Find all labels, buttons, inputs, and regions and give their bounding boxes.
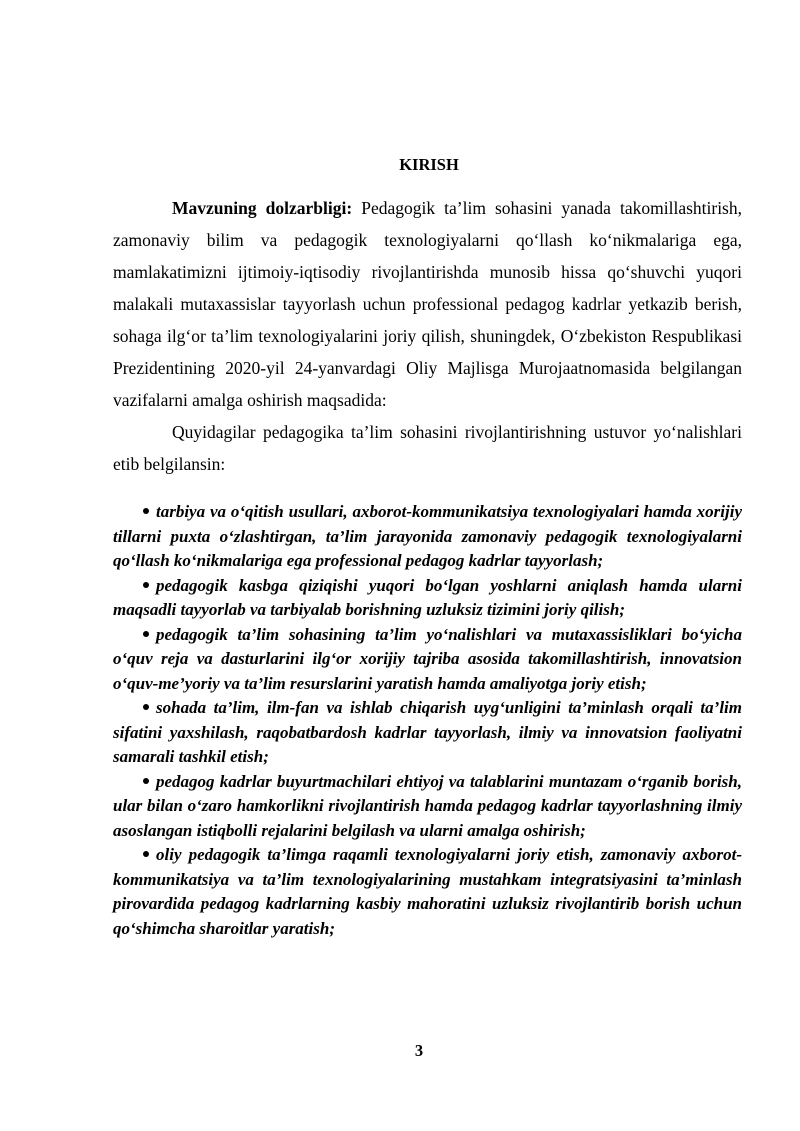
list-item-text: pedagogik kasbga qiziqishi yuqori bo‘lgan yoshlarni aniqlash hamda ularni maqsadli tayyorlab va tarbiyalab borishning uzluksiz tizimini joriy qilish; xyxy=(113,575,742,619)
intro-paragraph xyxy=(113,192,742,416)
list-item xyxy=(113,696,742,770)
bullet-icon xyxy=(143,508,149,514)
intro-text: Pedagogik ta’lim sohasini yanada takomillashtirish, zamonaviy bilim va pedagogik texnologiyalarni qo‘llash ko‘nikmalariga ega, mamlakatimizni ijtimoiy-iqtisodiy rivojlantirishda munosib hissa qo‘shuvchi yuqori malakali mutaxassislar tayyorlash uchun professional pedagog kadrlar yetkazib berish, sohaga ilg‘or ta’lim texnologiyalarini joriy qilish, shuningdek, O‘zbekiston Respublikasi Prezidentining 2020-yil 24-yanvardagi Oliy Majlisga Murojaatnomasida belgilangan vazifalarni amalga oshirish maqsadida: xyxy=(113,198,742,410)
bullet-icon xyxy=(143,631,149,637)
bullet-icon xyxy=(143,582,149,588)
intro-lead-bold: Mavzuning dolzarbligi: xyxy=(172,198,353,218)
list-item xyxy=(113,574,742,623)
bullet-icon xyxy=(143,778,149,784)
list-item-text: tarbiya va o‘qitish usullari, axborot-kommunikatsiya texnologiyalari hamda xorijiy tillarni puxta o‘zlashtirgan, ta’lim jarayonida zamonaviy pedagogik texnologiyalarni qo‘llash ko‘nikmalariga ega professional pedagog kadrlar tayyorlash; xyxy=(113,502,742,570)
bullet-icon xyxy=(143,851,149,857)
list-item xyxy=(113,843,742,941)
list-item-text: pedagogik ta’lim sohasining ta’lim yo‘nalishlari va mutaxassisliklari bo‘yicha o‘quv reja va dasturlarini ilg‘or xorijiy tajriba asosida takomillashtirish, innovatsion o‘quv-me’yoriy va ta’lim resurslarini yaratish hamda amaliyotga joriy etish; xyxy=(113,624,742,693)
second-paragraph: Quyidagilar pedagogika ta’lim sohasini rivojlantirishning ustuvor yo‘nalishlari etib belgilansin: xyxy=(113,422,742,474)
priority-list xyxy=(113,500,742,941)
list-item-text: oliy pedagogik ta’limga raqamli texnologiyalarni joriy etish, zamonaviy axborot-kommunikatsiya va ta’lim texnologiyalarining mustahkam integratsiyasini ta’minlash pirovardida pedagog kadrlarning kasbiy mahoratini uzluksiz rivojlantirib borish uchun qo‘shimcha sharoitlar yaratish; xyxy=(113,845,742,938)
list-item xyxy=(113,500,742,574)
section-heading: KIRISH xyxy=(399,155,459,174)
page-number: 3 xyxy=(414,1041,424,1060)
list-item xyxy=(113,623,742,697)
document-body xyxy=(113,155,742,941)
list-item-text: sohada ta’lim, ilm-fan va ishlab chiqarish uyg‘unligini ta’minlash orqali ta’lim sifatini yaxshilash, raqobatbardosh kadrlar tayyorlash, ilmiy va innovatsion faoliyatni samarali tashkil etish; xyxy=(113,698,742,766)
list-item-text: pedagog kadrlar buyurtmachilari ehtiyoj va talablarini muntazam o‘rganib borish, ular bilan o‘zaro hamkorlikni rivojlantirish hamda pedagog kadrlar tayyorlashning ilmiy asoslangan istiqbolli rejalarini belgilash va ularni amalga oshirish; xyxy=(113,771,742,840)
bullet-icon xyxy=(143,704,149,710)
list-item xyxy=(113,770,742,844)
